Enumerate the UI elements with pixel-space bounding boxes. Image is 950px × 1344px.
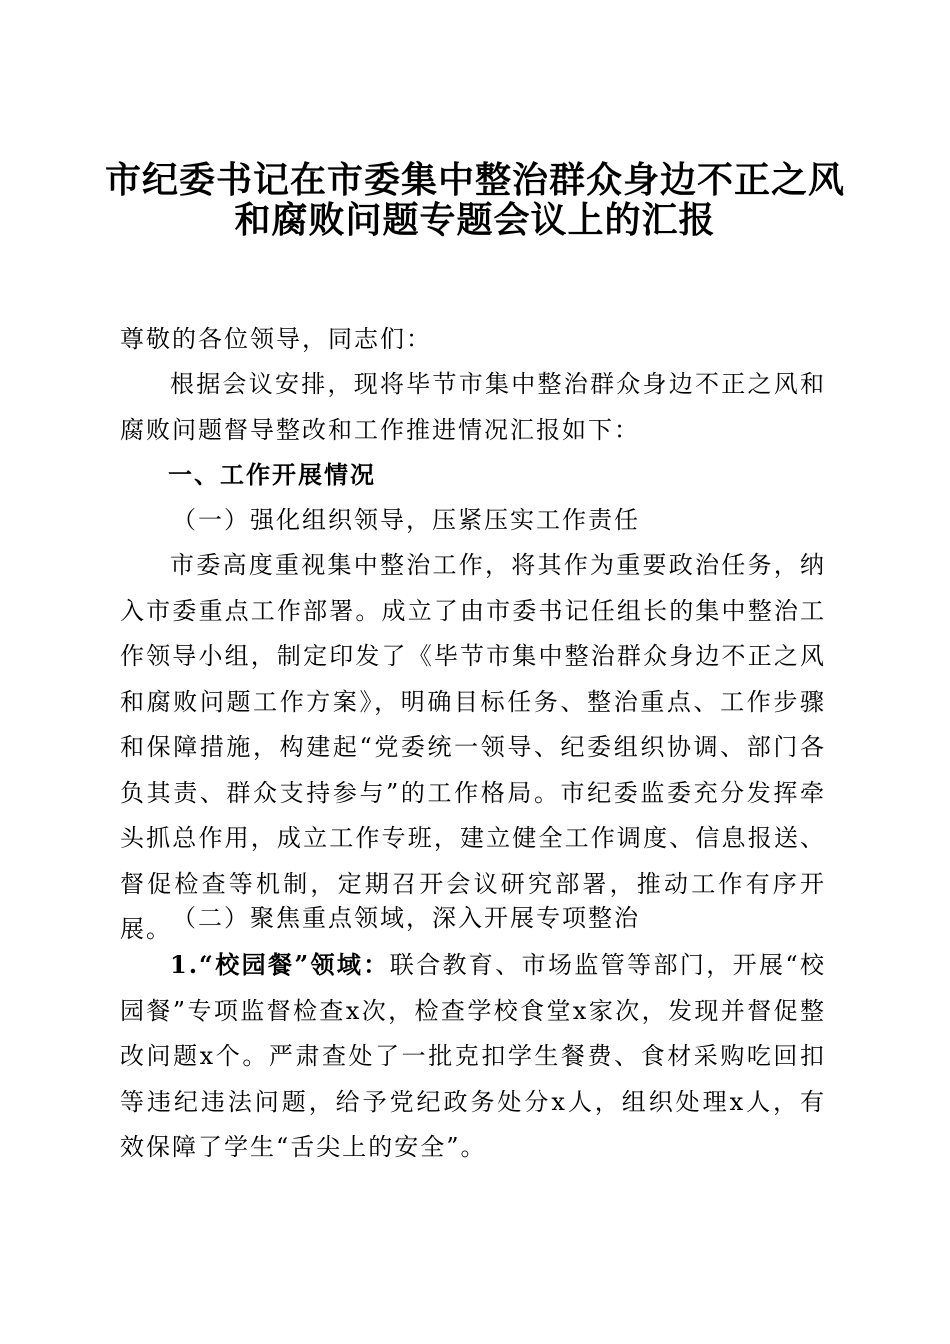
subheading-2: （二）聚焦重点领域，深入开展专项整治	[172, 904, 640, 932]
document-title-line-1: 市纪委书记在市委集中整治群众身边不正之风	[104, 159, 845, 201]
item-1-lead: 1.“校园餐”领域：	[170, 950, 390, 979]
paragraph-item-1	[120, 942, 826, 1171]
intro-paragraph: 根据会议安排，现将毕节市集中整治群众身边不正之风和腐败问题督导整改和工作推进情况汇报如下：	[120, 370, 826, 444]
salutation: 尊敬的各位领导，同志们：	[120, 325, 432, 353]
subheading-1: （一）强化组织领导，压紧压实工作责任	[172, 506, 640, 534]
item-1-text: 联合教育、市场监管等部门，开展“校园餐”专项监督检查x次，检查学校食堂x家次，发现并督促整改问题x个。严肃查处了一批克扣学生餐费、食材采购吃回扣等违纪违法问题，给予党纪政务处分x人，组织处理x人，有效保障了学生“舌尖上的安全”。	[120, 951, 826, 1161]
paragraph-1: 市委高度重视集中整治工作，将其作为重要政治任务，纳入市委重点工作部署。成立了由市委书记任组长的集中整治工作领导小组，制定印发了《毕节市集中整治群众身边不正之风和腐败问题工作方案》，明确目标任务、整治重点、工作步骤和保障措施，构建起“党委统一领导、纪委组织协调、部门各负其责、群众支持参与”的工作格局。市纪委监委充分发挥牵头抓总作用，成立工作专班，建立健全工作调度、信息报送、督促检查等机制，定期召开会议研究部署，推动工作有序开展。	[120, 551, 826, 943]
document-title-line-2: 和腐败问题专题会议上的汇报	[234, 199, 716, 241]
section-heading-1: 一、工作开展情况	[168, 461, 376, 489]
